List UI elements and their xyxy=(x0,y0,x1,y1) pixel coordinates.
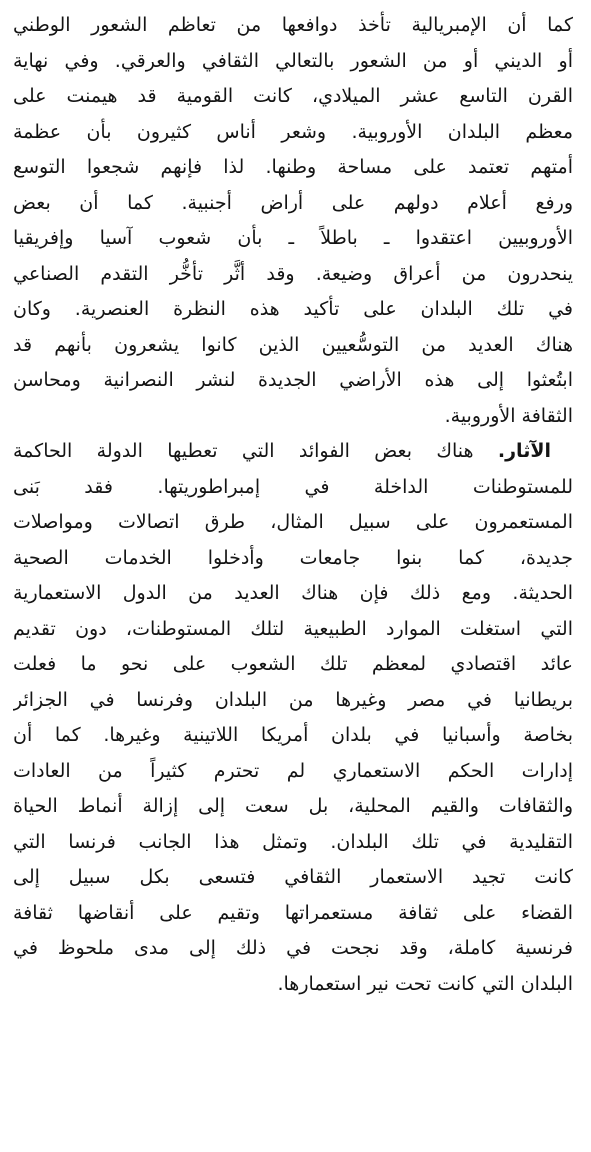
paragraph-effects xyxy=(13,434,573,1002)
text-line: ينحدرون من أعراق وضيعة. وقد أثَّر تأخُّر التقدم الصناعي xyxy=(13,262,573,285)
text-line: الأوروبيين اعتقدوا ـ باطلاً ـ بأن شعوب آسيا وإفريقيا xyxy=(13,227,573,249)
text-line: إدارات الحكم الاستعماري لم تحترم كثيراً من العادات xyxy=(13,759,573,782)
text-line: في تلك البلدان على تأكيد هذه النظرة العنصرية. وكان xyxy=(13,298,573,320)
text-line: ابتُعثوا إلى هذه الأراضي الجديدة لنشر النصرانية ومحاسن xyxy=(13,369,573,391)
text-line: المستعمرون على سبيل المثال، طرق اتصالات ومواصلات xyxy=(13,511,573,533)
text-line: عائد اقتصادي لمعظم تلك الشعوب على نحو ما فعلت xyxy=(13,653,573,675)
text-line: أو الديني أو من الشعور بالتعالي الثقافي والعرقي. وفي نهاية xyxy=(13,49,573,72)
text-line: فرنسية كاملة، وقد نجحت في ذلك إلى مدى ملحوظ في xyxy=(13,937,573,959)
text-line: بريطانيا في مصر وغيرها من البلدان وفرنسا في الجزائر xyxy=(13,688,573,711)
text-line: التي استغلت الموارد الطبيعية لتلك المستوطنات، دون تقديم xyxy=(13,617,573,640)
text-line: الحديثة. ومع ذلك فإن هناك العديد من الدول الاستعمارية xyxy=(13,582,573,604)
text-line: والثقافات والقيم المحلية، بل سعت إلى إزالة أنماط الحياة xyxy=(13,795,573,817)
text-line: الثقافة الأوروبية. xyxy=(444,404,573,427)
text-line: القرن التاسع عشر الميلادي، كانت القومية قد هيمنت على xyxy=(13,85,573,107)
paragraph-imperialism-motives xyxy=(13,8,573,434)
text-line: ورفع أعلام دولهم على أراض أجنبية. كما أن بعض xyxy=(13,191,573,214)
text-line: كما أن الإمبريالية تأخذ دوافعها من تعاظم الشعور الوطني xyxy=(13,14,573,36)
document-page xyxy=(13,8,573,1002)
text-line: بخاصة وأسبانيا في بلدان أمريكا اللاتينية وغيرها. كما أن xyxy=(13,724,573,746)
text-line: كانت تجيد الاستعمار الثقافي فتسعى بكل سبيل إلى xyxy=(13,866,573,888)
text-line: البلدان التي كانت تحت نير استعمارها. xyxy=(277,972,573,995)
text-line: معظم البلدان الأوروبية. وشعر أناس كثيرون بأن عظمة xyxy=(13,120,573,143)
text-line: أمتهم تعتمد على مساحة وطنها. لذا فإنهم شجعوا التوسع xyxy=(13,156,573,178)
text-line: القضاء على ثقافة مستعمراتها وتقيم على أنقاضها ثقافة xyxy=(13,901,573,924)
text-line xyxy=(13,434,573,470)
text-line: للمستوطنات الداخلة في إمبراطوريتها. فقد بَنى xyxy=(13,475,573,498)
text-line: جديدة، كما بنوا جامعات وأدخلوا الخدمات الصحية xyxy=(13,546,573,569)
text-line: التقليدية في تلك البلدان. وتمثل هذا الجانب فرنسا التي xyxy=(13,830,573,853)
section-heading: الآثار. xyxy=(497,440,551,462)
text-span: هناك بعض الفوائد التي تعطيها الدولة الحاكمة xyxy=(13,440,474,462)
text-line: هناك العديد من التوسُّعيين الذين كانوا يشعرون بأنهم قد xyxy=(13,333,573,356)
